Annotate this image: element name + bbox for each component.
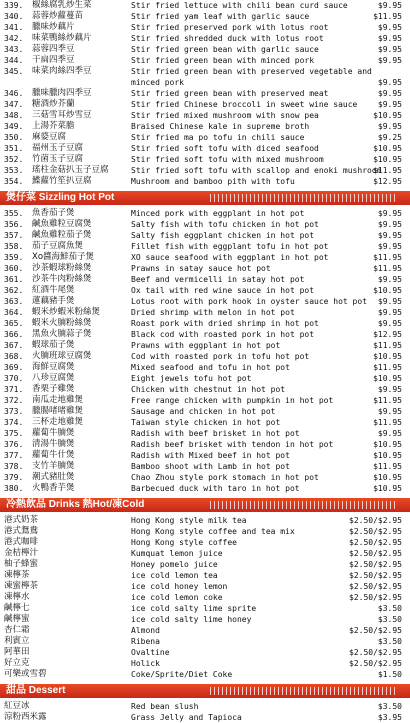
header-ornament (210, 687, 398, 695)
item-english-name: Prawns with eggplant in hot pot (131, 341, 281, 350)
item-english-name: Stir fried yam leaf with garlic sauce (131, 12, 310, 21)
item-english-name: Stir fried ma po tofu in chili sauce (131, 133, 305, 142)
menu-item (0, 406, 410, 417)
item-english-name: Red bean slush (131, 702, 199, 711)
item-price: $11.95 (373, 462, 402, 471)
item-number: 355. (4, 209, 24, 218)
item-english-name: Stir fried green bean with minced pork (131, 56, 315, 65)
item-chinese-name: 涼粉西米露 (4, 712, 47, 722)
item-chinese-name: 蒜蓉炒蘿蔓苗 (32, 11, 84, 21)
item-price: $11.95 (373, 264, 402, 273)
item-chinese-name: 黑魚火腩蒜子煲 (32, 329, 92, 339)
menu-item (0, 351, 410, 362)
item-chinese-name: 福州玉子豆腐 (32, 143, 84, 153)
item-chinese-name: 火腩班球豆腐煲 (32, 351, 92, 361)
menu-item (0, 219, 410, 230)
item-number: 375. (4, 429, 24, 438)
item-price: $9.95 (377, 100, 402, 109)
menu-item-continued (0, 77, 410, 88)
item-price: $10.95 (373, 111, 402, 120)
menu-item (0, 658, 410, 669)
menu-item (0, 285, 410, 296)
item-number: 362. (4, 286, 24, 295)
item-number: 349. (4, 122, 24, 131)
item-chinese-name: 蘿蔔牛腩煲 (32, 428, 75, 438)
item-number: 373. (4, 407, 24, 416)
menu-item (0, 373, 410, 384)
item-chinese-name: 干扁四季豆 (32, 55, 75, 65)
item-english-name: ice cold salty lime sprite (131, 604, 257, 613)
item-price: $2.50/$2.95 (349, 659, 402, 668)
item-price: $3.50 (377, 615, 402, 624)
item-english-name: Almond (131, 626, 160, 635)
item-price: $9.95 (377, 56, 402, 65)
item-price: $2.50/$2.95 (349, 538, 402, 547)
item-price: $9.95 (377, 242, 402, 251)
item-english-name: Honey pomelo juice (131, 560, 218, 569)
item-chinese-name: 蝦米炒蝦米粉絲煲 (32, 307, 101, 317)
item-price: $10.95 (373, 451, 402, 460)
item-english-name: Holick (131, 659, 160, 668)
item-chinese-name: 竹菌玉子豆腐 (32, 154, 84, 164)
item-english-name: Mushroom and bamboo pith with tofu (131, 177, 295, 186)
item-number: 366. (4, 330, 24, 339)
header-ornament (210, 194, 398, 202)
menu-item (0, 318, 410, 329)
item-chinese-name: 麻婆豆腐 (32, 132, 67, 142)
menu-item (0, 252, 410, 263)
item-chinese-name: 臘味臘肉四季豆 (32, 88, 92, 98)
item-english-name: Minced pork with eggplant in hot pot (131, 209, 305, 218)
item-english-name: Stir fried green bean with garlic sauce (131, 45, 319, 54)
dessert-section (0, 701, 410, 723)
item-number: 358. (4, 242, 24, 251)
item-price: $3.95 (377, 713, 402, 722)
menu-item (0, 483, 410, 494)
menu-item (0, 472, 410, 483)
drinks-header (0, 498, 410, 512)
item-number: 350. (4, 133, 24, 142)
item-english-name: Kumquat lemon juice (131, 549, 223, 558)
item-chinese-name: 沙茶牛肉粉絲煲 (32, 274, 92, 284)
menu-item (0, 581, 410, 592)
menu-item (0, 176, 410, 187)
item-chinese-name: 凍檸茶 (4, 570, 30, 580)
menu-item (0, 329, 410, 340)
vegetable-section (0, 0, 410, 187)
item-english-name: Stir fried soft tofu with mixed mushroom (131, 155, 324, 164)
item-chinese-name: 清湯牛腩煲 (32, 439, 75, 449)
menu-item (0, 11, 410, 22)
item-chinese-name: 凍檸水 (4, 592, 30, 602)
item-price: $11.95 (373, 12, 402, 21)
item-chinese-name: 金桔檸汁 (4, 548, 39, 558)
item-number: 344. (4, 56, 24, 65)
item-english-name: Stir fried preserved pork with lotus root (131, 23, 329, 32)
item-chinese-name: 味菜鴨絲炒藕片 (32, 33, 92, 43)
item-chinese-name: 潮式豬肚煲 (32, 472, 75, 482)
item-price: $2.50/$2.95 (349, 527, 402, 536)
item-english-name: Cod with roasted pork in tofu hot pot (131, 352, 310, 361)
item-english-name: Salty fish eggplant chicken in hot pot (131, 231, 315, 240)
item-chinese-name: Xo醬海鮮茄子煲 (32, 252, 95, 262)
menu-item (0, 307, 410, 318)
sizzling-section (0, 208, 410, 494)
item-chinese-name: 蝦米火腩粉絲煲 (32, 318, 92, 328)
drinks-title: 冷熱飲品 Drinks 熱Hot/凍Cold (6, 499, 145, 510)
item-english-name: Prawns in satay sauce hot pot (131, 264, 271, 273)
item-english-name: Bamboo shoot with Lamb in hot pot (131, 462, 290, 471)
menu-item (0, 570, 410, 581)
item-price: $10.95 (373, 440, 402, 449)
item-price: $10.95 (373, 144, 402, 153)
item-number: 367. (4, 341, 24, 350)
item-price: $11.95 (373, 363, 402, 372)
item-chinese-name: 三菇雪耳炒雪豆 (32, 110, 92, 120)
item-price: $9.95 (377, 122, 402, 131)
item-number: 370. (4, 374, 24, 383)
item-price: $10.95 (373, 484, 402, 493)
item-english-name: Free range chicken with pumpkin in hot pot (131, 396, 334, 405)
menu-item (0, 636, 410, 647)
item-price: $1.50 (377, 670, 402, 679)
item-english-name: Dried shrimp with melon in hot pot (131, 308, 295, 317)
menu-item (0, 274, 410, 285)
item-number: 363. (4, 297, 24, 306)
item-chinese-name: 港式奶茶 (4, 515, 39, 525)
item-price: $2.50/$2.95 (349, 516, 402, 525)
menu-item (0, 537, 410, 548)
item-price: $9.95 (377, 45, 402, 54)
menu-item (0, 99, 410, 110)
item-number: 369. (4, 363, 24, 372)
item-price: $2.50/$2.95 (349, 648, 402, 657)
item-english-name: Fillet fish with eggplant tofu in hot pot (131, 242, 329, 251)
item-chinese-name: 鰈蘿竹笙扒豆腐 (32, 176, 92, 186)
menu-item (0, 132, 410, 143)
item-price: $9.95 (377, 429, 402, 438)
menu-item (0, 296, 410, 307)
item-english-name: Black cod with roasted pork in hot pot (131, 330, 315, 339)
item-price: $11.95 (373, 341, 402, 350)
item-english-name: ice cold lemon coke (131, 593, 223, 602)
drinks-section (0, 515, 410, 680)
item-english-name: XO sauce seafood with eggplant in hot pot (131, 253, 329, 262)
item-number: 353. (4, 166, 24, 175)
item-price: $3.50 (377, 702, 402, 711)
item-price: $9.95 (377, 297, 402, 306)
item-english-name: Beef and vermicelli in satay hot pot (131, 275, 305, 284)
item-chinese-name: 味菜肉絲四季豆 (32, 66, 92, 76)
menu-item (0, 154, 410, 165)
item-number: 378. (4, 462, 24, 471)
item-english-name: Stir fried shredded duck with lotus root (131, 34, 324, 43)
item-chinese-name: 茄子豆腐魚煲 (32, 241, 84, 251)
item-price: $3.50 (377, 637, 402, 646)
menu-item (0, 88, 410, 99)
item-chinese-name: 香栗子雞煲 (32, 384, 75, 394)
menu-item (0, 417, 410, 428)
item-price: $9.95 (377, 209, 402, 218)
item-number: 352. (4, 155, 24, 164)
dessert-header (0, 684, 410, 698)
item-chinese-name: 鹹魚雞粒豆腐煲 (32, 219, 92, 229)
item-chinese-name: 臘腸啫啫雞煲 (32, 406, 84, 416)
item-chinese-name: 柚子蜂蜜 (4, 559, 39, 569)
header-ornament (210, 501, 398, 509)
menu-item (0, 669, 410, 680)
item-chinese-name: 紅酒牛尾煲 (32, 285, 75, 295)
menu-item (0, 701, 410, 712)
item-number: 360. (4, 264, 24, 273)
menu-item (0, 439, 410, 450)
item-price: $3.50 (377, 604, 402, 613)
item-price: $9.95 (377, 231, 402, 240)
item-english-name: Chao Zhou style pork stomach in hot pot (131, 473, 319, 482)
item-english-name: Radish with beef brisket in hot pot (131, 429, 300, 438)
item-chinese-name: 阿華田 (4, 647, 30, 657)
menu-item (0, 165, 410, 176)
item-price: $9.95 (377, 89, 402, 98)
menu-item (0, 143, 410, 154)
item-chinese-name: 魚香茄子煲 (32, 208, 75, 218)
sizzling-title: 煲仔菜 Sizzling Hot Pot (6, 192, 115, 203)
item-chinese-name: 可樂或雪碧 (4, 669, 47, 679)
item-number: 345. (4, 67, 24, 76)
item-chinese-name: 海鮮豆腐煲 (32, 362, 75, 372)
item-english-name: Ovaltine (131, 648, 170, 657)
item-number: 347. (4, 100, 24, 109)
item-number: 364. (4, 308, 24, 317)
item-price: $2.50/$2.95 (349, 571, 402, 580)
item-chinese-name: 瑤柱金菇扒玉子豆腐 (32, 165, 109, 175)
menu-item (0, 515, 410, 526)
item-chinese-name: 火鴨香芋煲 (32, 483, 75, 493)
item-number: 346. (4, 89, 24, 98)
item-english-name: Ribena (131, 637, 160, 646)
menu-item (0, 526, 410, 537)
item-chinese-name: 鹹檸蜜 (4, 614, 30, 624)
menu-item (0, 712, 410, 723)
item-english-name: Taiwan style chicken in hot pot (131, 418, 281, 427)
item-price: $10.95 (373, 473, 402, 482)
item-english-name: Coke/Sprite/Diet Coke (131, 670, 233, 679)
menu-item (0, 121, 410, 132)
item-number: 374. (4, 418, 24, 427)
menu-item (0, 66, 410, 77)
item-number: 339. (4, 1, 24, 10)
menu-item (0, 241, 410, 252)
menu-item (0, 614, 410, 625)
item-price: $9.95 (377, 23, 402, 32)
item-english-name: Lotus root with pork hook in oyster sauce hot pot (131, 297, 368, 306)
item-number: 368. (4, 352, 24, 361)
item-price: $9.95 (377, 78, 402, 87)
item-number: 377. (4, 451, 24, 460)
item-english-name: ice cold lemon tea (131, 571, 218, 580)
item-chinese-name: 沙茶蝦球粉絲煲 (32, 263, 92, 273)
menu-item (0, 22, 410, 33)
item-english-name: Stir fried mixed mushroom with snow pea (131, 111, 319, 120)
item-english-name: Stir fried lettuce with chili bean curd sauce (131, 1, 348, 10)
item-english-name: Stir fried soft tofu with diced seafood (131, 144, 319, 153)
item-number: 376. (4, 440, 24, 449)
menu-item (0, 362, 410, 373)
item-chinese-name: 蝦球茄子煲 (32, 340, 75, 350)
item-chinese-name: 糖酒炒芥蘭 (32, 99, 75, 109)
item-price: $10.95 (373, 155, 402, 164)
item-price: $11.95 (373, 253, 402, 262)
item-number: 341. (4, 23, 24, 32)
item-chinese-name: 蓮藕豬手煲 (32, 296, 75, 306)
item-number: 379. (4, 473, 24, 482)
item-price: $9.25 (377, 133, 402, 142)
item-price: $9.95 (377, 275, 402, 284)
item-price: $9.95 (377, 220, 402, 229)
item-price: $10.95 (373, 374, 402, 383)
item-chinese-name: 椒絲腐乳炒生菜 (32, 0, 92, 10)
item-chinese-name: 港式鴛鴦 (4, 526, 39, 536)
item-price: $9.95 (377, 1, 402, 10)
item-number: 371. (4, 385, 24, 394)
item-english-name: Barbecued duck with taro in hot pot (131, 484, 300, 493)
item-english-name: Grass Jelly and Tapioca (131, 713, 242, 722)
item-price: $2.50/$2.95 (349, 549, 402, 558)
menu-item (0, 110, 410, 121)
item-number: 340. (4, 12, 24, 21)
item-price: $12.95 (373, 177, 402, 186)
menu-item (0, 548, 410, 559)
item-price: $9.95 (377, 385, 402, 394)
item-english-name: ice cold honey lemon (131, 582, 228, 591)
item-number: 357. (4, 231, 24, 240)
menu-item (0, 230, 410, 241)
menu-item (0, 450, 410, 461)
menu-item (0, 340, 410, 351)
item-chinese-name: 鹹魚雞粒茄子煲 (32, 230, 92, 240)
item-english-name: Stir fried soft tofu with scallop and enoki mushroom (131, 166, 382, 175)
item-english-name: Roast pork with dried shrimp in hot pot (131, 319, 319, 328)
item-english-name: Eight jewels tofu hot pot (131, 374, 252, 383)
item-number: 380. (4, 484, 24, 493)
item-price: $9.95 (377, 308, 402, 317)
item-number: 354. (4, 177, 24, 186)
item-chinese-name: 蘿蔔牛什煲 (32, 450, 75, 460)
item-number: 361. (4, 275, 24, 284)
item-chinese-name: 杏仁霜 (4, 625, 30, 635)
menu-item (0, 384, 410, 395)
item-chinese-name: 支竹羊腩煲 (32, 461, 75, 471)
item-chinese-name: 利賓立 (4, 636, 30, 646)
menu-item (0, 625, 410, 636)
dessert-title: 甜品 Dessert (6, 685, 66, 696)
item-english-name: Sausage and chicken in hot pot (131, 407, 276, 416)
item-chinese-name: 好立克 (4, 658, 30, 668)
item-price: $11.95 (373, 166, 402, 175)
item-number: 359. (4, 253, 24, 262)
item-english-name: Stir fried Chinese broccoli in sweet wine sauce (131, 100, 358, 109)
menu-item (0, 55, 410, 66)
item-chinese-name: 紅豆冰 (4, 701, 30, 711)
item-price: $10.95 (373, 286, 402, 295)
menu-item (0, 263, 410, 274)
menu-item (0, 461, 410, 472)
item-english-name: ice cold salty lime honey (131, 615, 252, 624)
item-price: $9.95 (377, 319, 402, 328)
item-chinese-name: 臘味炒藕片 (32, 22, 75, 32)
item-chinese-name: 三杯走地雞煲 (32, 417, 84, 427)
item-english-name: Mixed seafood and tofu in hot pot (131, 363, 290, 372)
item-english-name: Radish with Mixed beef in hot pot (131, 451, 290, 460)
item-english-name: Hong Kong style milk tea (131, 516, 247, 525)
item-chinese-name: 上湯芥菜膽 (32, 121, 75, 131)
menu-item (0, 428, 410, 439)
item-chinese-name: 港式咖啡 (4, 537, 39, 547)
item-number: 365. (4, 319, 24, 328)
item-chinese-name: 南瓜走地雞煲 (32, 395, 84, 405)
item-english-name: Radish beef brisket with tendon in hot pot (131, 440, 334, 449)
item-english-name: Stir fried green bean with preserved vegetable and (131, 67, 372, 76)
menu-item (0, 395, 410, 406)
item-chinese-name: 凍蜜檸茶 (4, 581, 39, 591)
item-number: 348. (4, 111, 24, 120)
sizzling-header (0, 191, 410, 205)
item-english-name: Braised Chinese kale in supreme broth (131, 122, 310, 131)
item-number: 372. (4, 396, 24, 405)
item-number: 351. (4, 144, 24, 153)
item-english-name: Hong Kong style coffee (131, 538, 237, 547)
item-number: 356. (4, 220, 24, 229)
item-number: 342. (4, 34, 24, 43)
item-price: $2.50/$2.95 (349, 582, 402, 591)
item-number: 343. (4, 45, 24, 54)
item-price: $2.50/$2.95 (349, 560, 402, 569)
item-english-name: Chicken with chestnut in hot pot (131, 385, 286, 394)
menu-item (0, 208, 410, 219)
item-chinese-name: 鹹檸七 (4, 603, 30, 613)
item-price: $9.95 (377, 34, 402, 43)
item-price: $12.95 (373, 330, 402, 339)
menu-item (0, 559, 410, 570)
menu-item (0, 647, 410, 658)
menu-item (0, 44, 410, 55)
menu-item (0, 603, 410, 614)
menu-item (0, 0, 410, 11)
item-price: $2.50/$2.95 (349, 626, 402, 635)
item-price: $11.95 (373, 418, 402, 427)
item-chinese-name: 蒜蓉四季豆 (32, 44, 75, 54)
item-english-name-continued: minced pork (131, 78, 184, 87)
menu-item (0, 33, 410, 44)
item-price: $9.95 (377, 407, 402, 416)
item-english-name: Salty fish with tofu chicken in hot pot (131, 220, 319, 229)
item-english-name: Stir fried green bean with preserved meat (131, 89, 329, 98)
item-price: $10.95 (373, 352, 402, 361)
menu-item (0, 592, 410, 603)
item-english-name: Hong Kong style coffee and tea mix (131, 527, 295, 536)
item-chinese-name: 八珍豆腐煲 (32, 373, 75, 383)
item-price: $2.50/$2.95 (349, 593, 402, 602)
item-english-name: Ox tail with red wine sauce in hot pot (131, 286, 315, 295)
item-price: $11.95 (373, 396, 402, 405)
